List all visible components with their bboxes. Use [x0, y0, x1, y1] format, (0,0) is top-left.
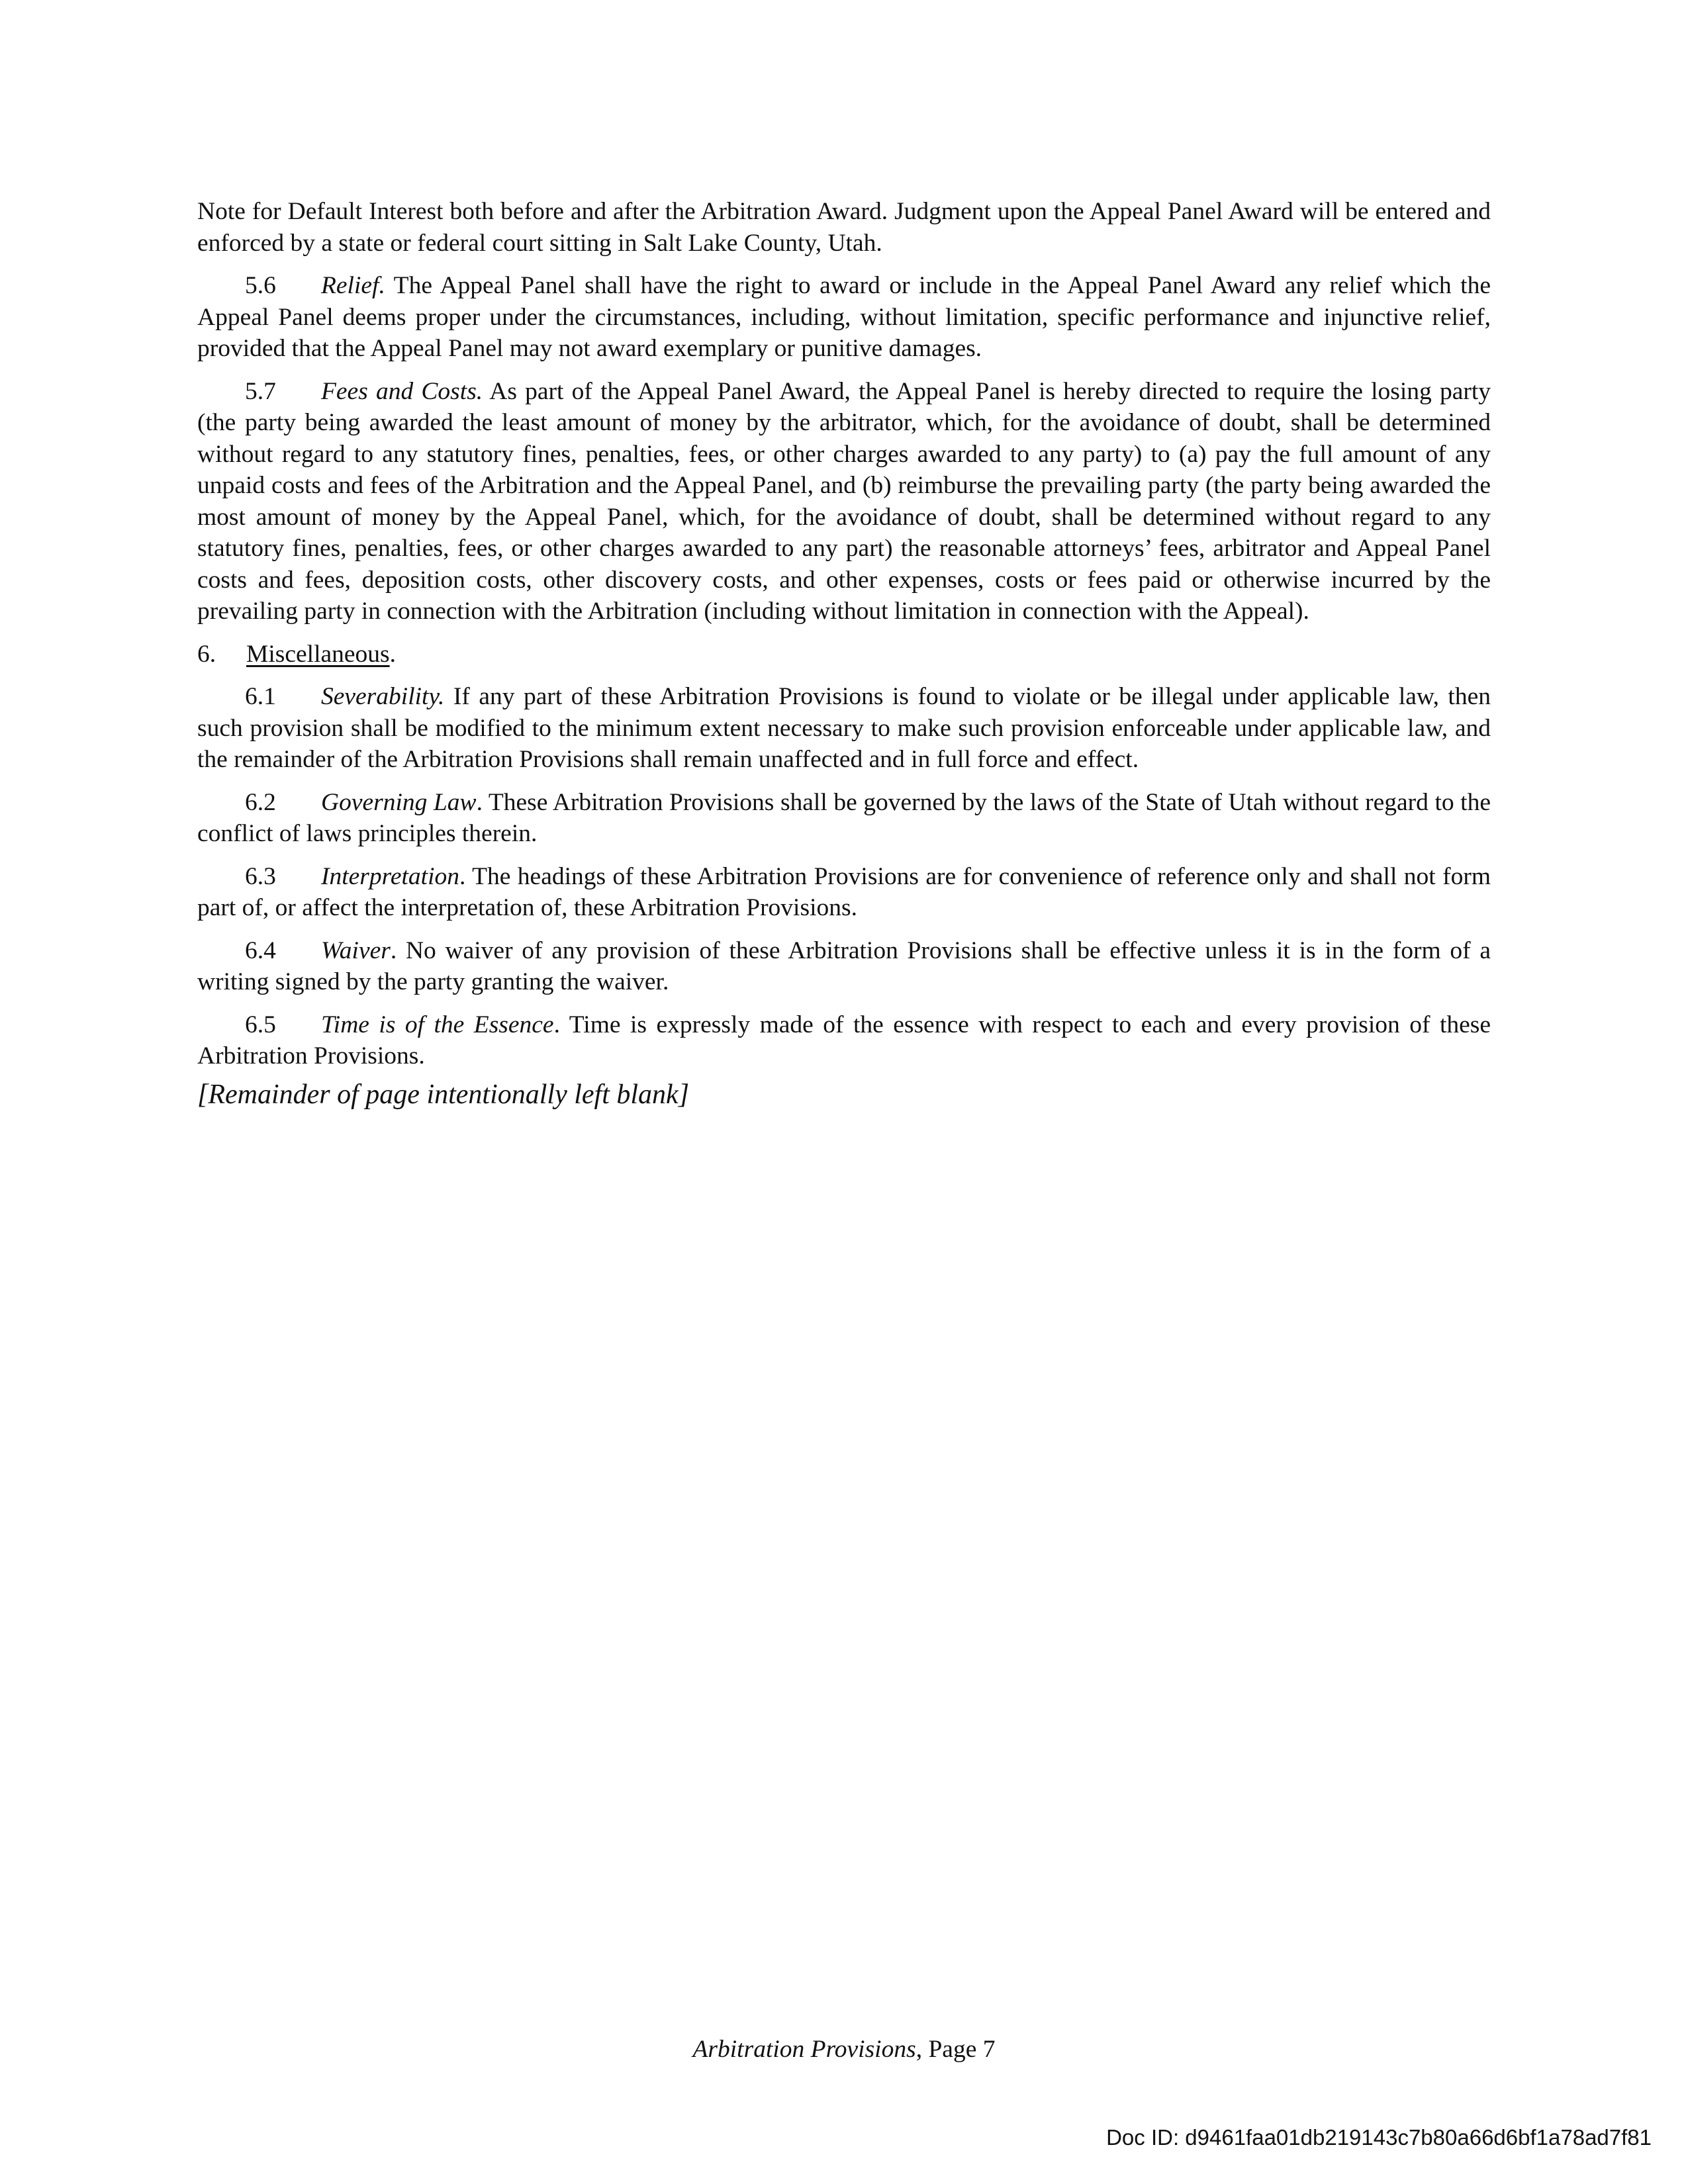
remainder-note: [Remainder of page intentionally left blank]: [197, 1079, 690, 1110]
section-text: If any part of these Arbitration Provisions is found to violate or be illegal under applicable law, then such provision shall be modified to the minimum extent necessary to make such provision enforceable under applicable law, and the remainder of the Arbitration Provisions shall remain unaffected and in full force and effect.: [197, 683, 1491, 773]
doc-id: Doc ID: d9461faa01db219143c7b80a66d6bf1a78ad7f81: [1106, 2125, 1652, 2150]
heading-number: 6.: [197, 640, 216, 668]
heading-punct: .: [389, 640, 396, 668]
section-number: 6.5: [245, 1011, 276, 1038]
section-text: . The headings of these Arbitration Provisions are for convenience of reference only and shall not form part of, or affect the interpretation of, these Arbitration Provisions.: [197, 862, 1491, 921]
section-6-5: [197, 1009, 1491, 1072]
section-title: Interpretation: [321, 862, 459, 890]
section-text: As part of the Appeal Panel Award, the Appeal Panel is hereby directed to require the losing party (the party being awarded the least amount of money by the arbitrator, which, for the avoidance of doubt, shall be determined without regard to any statutory fines, penalties, fees, or other charges awarded to any party) to (a) pay the full amount of any unpaid costs and fees of the Arbitration and the Appeal Panel, and (b) reimburse the prevailing party (the party being awarded the most amount of money by the Appeal Panel, which, for the avoidance of doubt, shall be determined without regard to any statutory fines, penalties, fees, or other charges awarded to any part) the reasonable attorneys’ fees, arbitrator and Appeal Panel costs and fees, deposition costs, other discovery costs, and other expenses, costs or fees paid or otherwise incurred by the prevailing party in connection with the Arbitration (including without limitation in connection with the Appeal).: [197, 377, 1491, 625]
footer-page-number: , Page 7: [915, 2036, 996, 2063]
section-title: Time is of the Essence: [321, 1011, 554, 1038]
heading-title: Miscellaneous: [246, 640, 390, 668]
section-number: 6.2: [245, 788, 276, 816]
heading-miscellaneous: [197, 639, 1491, 670]
section-6-2: [197, 787, 1491, 850]
section-text: . Time is expressly made of the essence with respect to each and every provision of these Arbitration Provisions.: [197, 1011, 1491, 1069]
page-footer: [0, 2034, 1688, 2065]
section-number: 6.4: [245, 936, 276, 964]
section-text: . These Arbitration Provisions shall be governed by the laws of the State of Utah without regard to the conflict of laws principles therein.: [197, 788, 1491, 847]
section-title: Fees and Costs.: [321, 377, 483, 405]
section-number: 6.3: [245, 862, 276, 890]
section-6-4: [197, 935, 1491, 998]
section-5-6: [197, 270, 1491, 365]
section-number: 5.6: [245, 272, 276, 299]
section-number: 5.7: [245, 377, 276, 405]
section-6-1: [197, 681, 1491, 776]
continuation-paragraph: Note for Default Interest both before and after the Arbitration Award. Judgment upon the Appeal Panel Award will be entered and enforced by a state or federal court sitting in Salt Lake County, Utah.: [197, 198, 1491, 257]
section-text: The Appeal Panel shall have the right to award or include in the Appeal Panel Award any relief which the Appeal Panel deems proper under the circumstances, including, without limitation, specific performance and injunctive relief, provided that the Appeal Panel may not award exemplary or punitive damages.: [197, 272, 1491, 362]
section-title: Severability.: [321, 683, 445, 710]
document-body: [197, 196, 1491, 1123]
section-title: Relief.: [321, 272, 385, 299]
section-title: Waiver: [321, 936, 391, 964]
section-6-3: [197, 861, 1491, 924]
section-title: Governing Law: [321, 788, 477, 816]
section-text: . No waiver of any provision of these Arbitration Provisions shall be effective unless it is in the form of a writing signed by the party granting the waiver.: [197, 936, 1491, 995]
footer-title: Arbitration Provisions: [692, 2036, 916, 2063]
section-number: 6.1: [245, 683, 276, 710]
section-5-7: [197, 376, 1491, 627]
